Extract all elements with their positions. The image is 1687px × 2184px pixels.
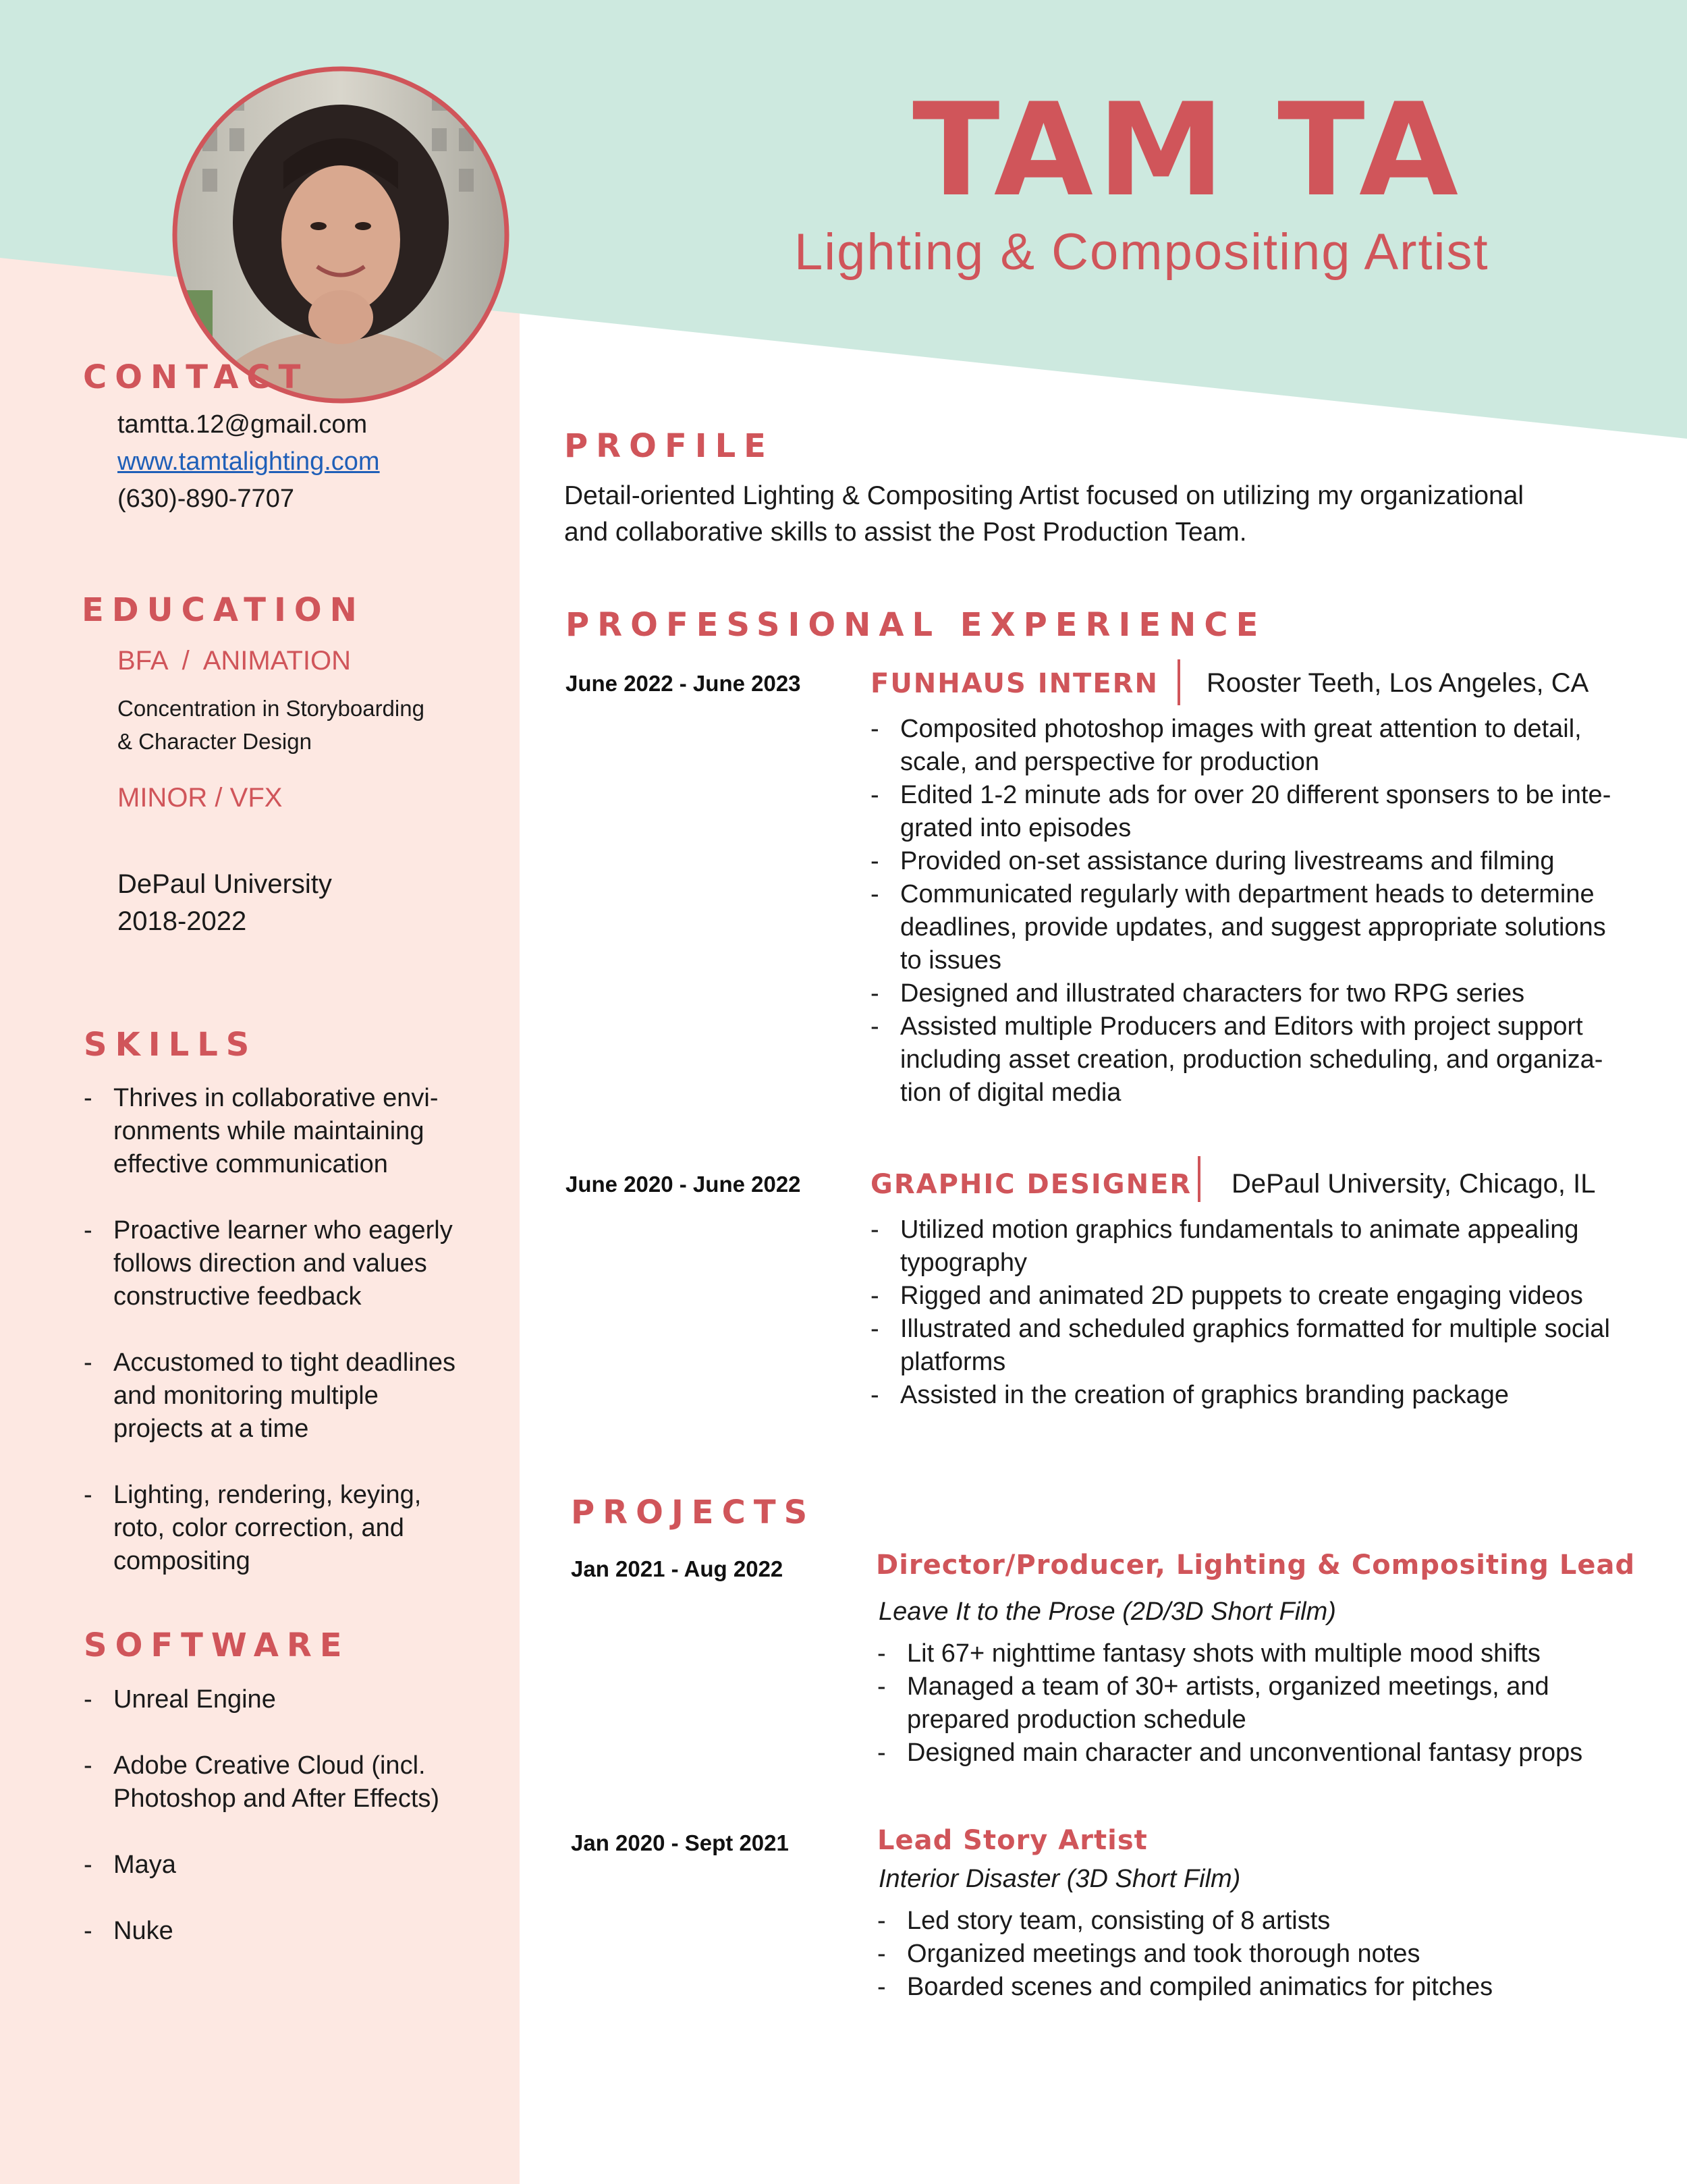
- list-item: - Maya: [84, 1849, 462, 1882]
- project-bullets: [877, 1905, 1633, 2004]
- job-role: GRAPHIC DESIGNER: [870, 1169, 1192, 1200]
- project-dates: Jan 2020 - Sept 2021: [571, 1830, 789, 1855]
- job-title: Lighting & Compositing Artist: [794, 223, 1489, 281]
- education-minor: MINOR / VFX: [117, 783, 283, 813]
- contact-email[interactable]: tamtta.12@gmail.com: [117, 410, 368, 439]
- project-bullets: [877, 1637, 1633, 1770]
- project-subtitle: Leave It to the Prose (2D/3D Short Film): [879, 1598, 1336, 1626]
- contact-phone: (630)-890-7707: [117, 485, 294, 513]
- list-item: - Thrives in collaborative envi-ronments while maintaining effective communication: [84, 1082, 462, 1181]
- list-item: - Provided on-set assistance during livestreams and filming: [870, 845, 1626, 878]
- list-item: - Designed main character and unconventional fantasy props: [877, 1737, 1633, 1770]
- job-company: Rooster Teeth, Los Angeles, CA: [1207, 668, 1589, 698]
- education-degree: BFA / ANIMATION: [117, 646, 351, 676]
- list-item: - Utilized motion graphics fundamentals to animate appealing typography: [870, 1213, 1626, 1280]
- list-item: - Unreal Engine: [84, 1683, 462, 1716]
- role-separator: [1198, 1156, 1200, 1202]
- contact-website-link[interactable]: www.tamtalighting.com: [117, 447, 380, 476]
- skills-heading: SKILLS: [84, 1026, 258, 1064]
- profile-heading: PROFILE: [564, 427, 774, 465]
- list-item: - Communicated regularly with department heads to determine deadlines, provide updates, and suggest appropriate solutions to issues: [870, 878, 1626, 977]
- job-company: DePaul University, Chicago, IL: [1232, 1169, 1596, 1199]
- project-role: Director/Producer, Lighting & Compositing Lead: [876, 1550, 1636, 1581]
- project-dates: Jan 2021 - Aug 2022: [571, 1556, 783, 1581]
- software-list: [84, 1683, 462, 1981]
- education-concentration-line2: & Character Design: [117, 729, 312, 754]
- list-item: - Led story team, consisting of 8 artists: [877, 1905, 1633, 1938]
- list-item: - Managed a team of 30+ artists, organized meetings, and prepared production schedule: [877, 1670, 1633, 1737]
- software-heading: SOFTWARE: [84, 1627, 350, 1664]
- list-item: - Lighting, rendering, keying, roto, color correction, and compositing: [84, 1479, 462, 1578]
- job-bullets: [870, 713, 1626, 1110]
- list-item: - Assisted in the creation of graphics branding package: [870, 1379, 1626, 1412]
- job-dates: June 2020 - June 2022: [565, 1172, 801, 1197]
- job-role: FUNHAUS INTERN: [870, 668, 1159, 699]
- education-heading: EDUCATION: [82, 591, 365, 629]
- list-item: - Lit 67+ nighttime fantasy shots with multiple mood shifts: [877, 1637, 1633, 1670]
- project-role: Lead Story Artist: [877, 1825, 1148, 1856]
- experience-heading: PROFESSIONAL EXPERIENCE: [565, 606, 1267, 644]
- education-years: 2018-2022: [117, 906, 247, 936]
- job-dates: June 2022 - June 2023: [565, 671, 801, 696]
- job-bullets: [870, 1213, 1626, 1412]
- list-item: - Assisted multiple Producers and Editors with project support including asset creation, production scheduling, and organiza-tion of digital media: [870, 1010, 1626, 1110]
- list-item: - Edited 1-2 minute ads for over 20 different sponsers to be inte-grated into episodes: [870, 779, 1626, 845]
- list-item: - Organized meetings and took thorough notes: [877, 1938, 1633, 1971]
- contact-heading: CONTACT: [83, 358, 309, 396]
- skills-list: [84, 1082, 462, 1611]
- candidate-name: TAM TA: [912, 76, 1463, 225]
- projects-heading: PROJECTS: [571, 1494, 816, 1531]
- list-item: - Accustomed to tight deadlines and monitoring multiple projects at a time: [84, 1346, 462, 1446]
- list-item: - Rigged and animated 2D puppets to create engaging videos: [870, 1280, 1626, 1313]
- education-school: DePaul University: [117, 869, 332, 899]
- list-item: - Nuke: [84, 1915, 462, 1948]
- project-subtitle: Interior Disaster (3D Short Film): [879, 1865, 1241, 1893]
- profile-text: Detail-oriented Lighting & Compositing Artist focused on utilizing my organizational and collaborative skills to assist the Post Production Team.: [564, 481, 1524, 547]
- list-item: - Designed and illustrated characters for two RPG series: [870, 977, 1626, 1010]
- list-item: - Composited photoshop images with great attention to detail, scale, and perspective for production: [870, 713, 1626, 779]
- list-item: - Boarded scenes and compiled animatics for pitches: [877, 1971, 1633, 2004]
- list-item: - Adobe Creative Cloud (incl. Photoshop and After Effects): [84, 1749, 462, 1816]
- role-separator: [1178, 659, 1180, 705]
- list-item: - Proactive learner who eagerly follows direction and values constructive feedback: [84, 1214, 462, 1313]
- list-item: - Illustrated and scheduled graphics formatted for multiple social platforms: [870, 1313, 1626, 1379]
- education-concentration-line1: Concentration in Storyboarding: [117, 696, 424, 721]
